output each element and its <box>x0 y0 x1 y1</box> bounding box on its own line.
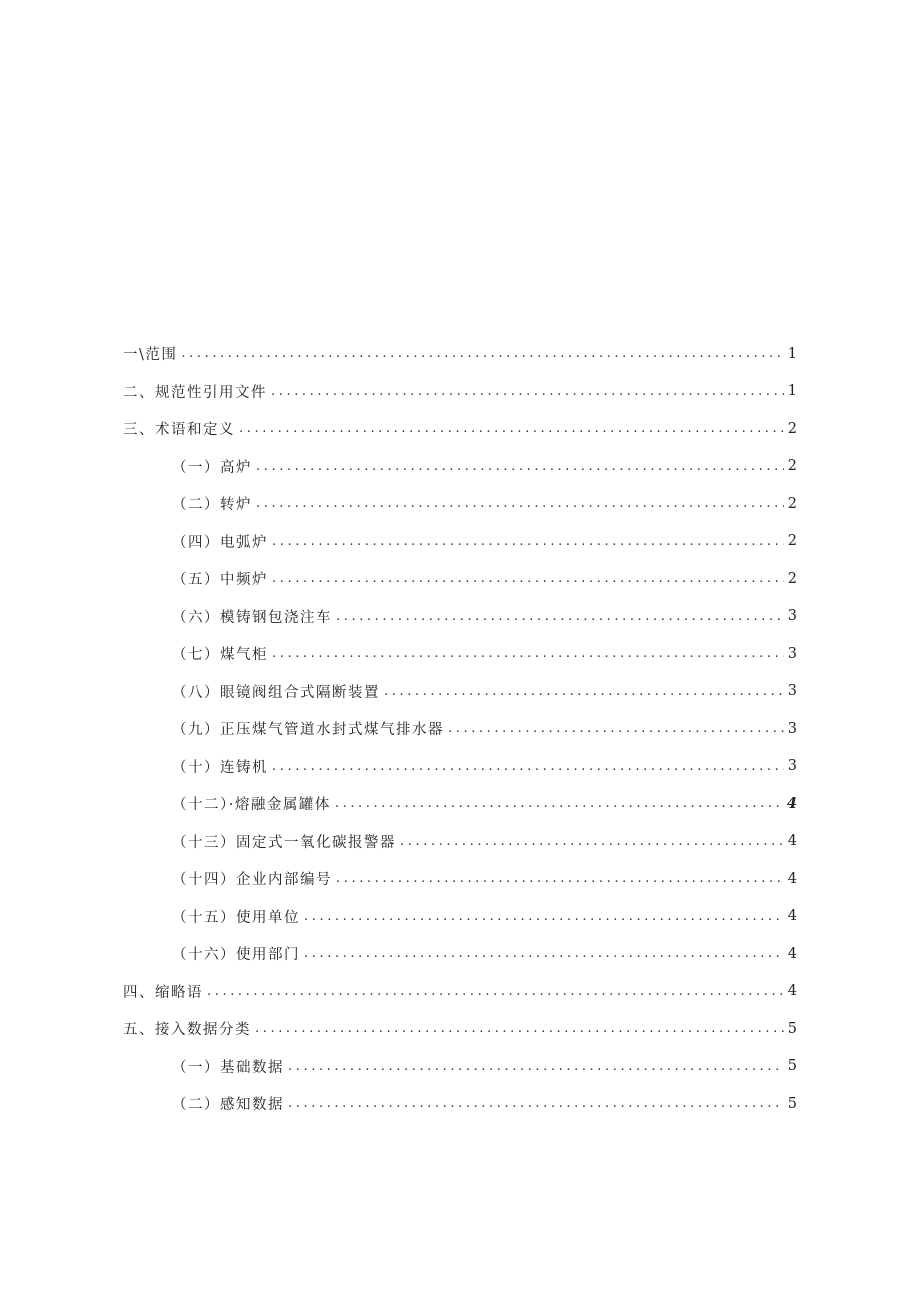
toc-entry-label: 五、接入数据分类 <box>123 1022 251 1039</box>
toc-entry-page: 3 <box>787 758 797 775</box>
toc-entry[interactable] <box>0 823 920 861</box>
toc-entry-label: 四、缩略语 <box>123 984 203 1001</box>
toc-dot-leader <box>271 384 784 399</box>
toc-entry-page: 2 <box>787 570 797 587</box>
toc-dot-leader <box>400 834 784 849</box>
toc-entry-label: （七）煤气柜 <box>172 647 268 664</box>
toc-dot-leader <box>384 684 784 699</box>
toc-entry-label: （二）转炉 <box>172 497 252 514</box>
toc-entry-label: （一）高炉 <box>172 459 252 476</box>
toc-dot-leader <box>288 1059 784 1074</box>
toc-entry-label: （十六）使用部门 <box>172 947 300 964</box>
toc-entry-label: （四）电弧炉 <box>172 534 268 551</box>
toc-dot-leader <box>272 571 784 586</box>
toc-entry-label: （十三）固定式一氧化碳报警器 <box>172 834 396 851</box>
toc-dot-leader <box>304 946 784 961</box>
toc-entry-page: 3 <box>787 720 797 737</box>
toc-entry-label: （十五）使用单位 <box>172 909 300 926</box>
toc-dot-leader <box>272 534 784 549</box>
toc-entry-label: 一\范围 <box>123 347 178 364</box>
toc-entry[interactable] <box>0 1048 920 1086</box>
toc-dot-leader <box>272 759 784 774</box>
toc-entry[interactable] <box>0 973 920 1011</box>
toc-entry-page: 5 <box>787 1058 797 1075</box>
toc-dot-leader <box>239 421 784 436</box>
toc-entry-label: （十）连铸机 <box>172 759 268 776</box>
toc-dot-leader <box>336 609 784 624</box>
toc-entry-page: 3 <box>787 608 797 625</box>
toc-entry-page: 4 <box>787 833 797 850</box>
toc-entry[interactable] <box>0 485 920 523</box>
toc-dot-leader <box>256 459 784 474</box>
toc-dot-leader <box>335 796 783 811</box>
toc-entry[interactable] <box>0 560 920 598</box>
toc-entry-label: （八）眼镜阀组合式隔断装置 <box>172 684 380 701</box>
toc-entry-label: （五）中频炉 <box>172 572 268 589</box>
toc-entry[interactable] <box>0 748 920 786</box>
toc-dot-leader <box>288 1096 784 1111</box>
toc-entry[interactable] <box>0 598 920 636</box>
toc-entry[interactable] <box>0 410 920 448</box>
toc-entry-label: （一）基础数据 <box>172 1059 284 1076</box>
toc-entry-page: 4 <box>787 870 797 887</box>
toc-dot-leader <box>207 984 784 999</box>
toc-dot-leader <box>448 721 784 736</box>
toc-entry[interactable] <box>0 448 920 486</box>
table-of-contents <box>0 335 920 1123</box>
toc-entry-label: （十二）·熔融金属罐体 <box>172 797 331 814</box>
toc-entry[interactable] <box>0 860 920 898</box>
toc-entry[interactable] <box>0 673 920 711</box>
toc-entry[interactable] <box>0 785 920 823</box>
toc-dot-leader <box>256 496 784 511</box>
toc-entry-page: 2 <box>787 495 797 512</box>
toc-dot-leader <box>255 1021 784 1036</box>
toc-entry-page: 1 <box>787 383 797 400</box>
toc-entry-page: 5 <box>787 1095 797 1112</box>
toc-dot-leader <box>272 646 784 661</box>
toc-entry[interactable] <box>0 1085 920 1123</box>
toc-entry-page: 4 <box>787 908 797 925</box>
toc-entry-page: 3 <box>787 645 797 662</box>
toc-entry[interactable] <box>0 635 920 673</box>
toc-dot-leader <box>336 871 784 886</box>
toc-entry[interactable] <box>0 373 920 411</box>
toc-entry-label: 三、术语和定义 <box>123 422 235 439</box>
toc-entry-page: 3 <box>787 683 797 700</box>
toc-entry[interactable] <box>0 935 920 973</box>
toc-entry-label: （十四）企业内部编号 <box>172 872 332 889</box>
toc-entry-page: 2 <box>787 420 797 437</box>
toc-entry-page: 1 <box>787 345 797 362</box>
toc-entry-page: 2 <box>787 458 797 475</box>
toc-entry-page: 4 <box>787 983 797 1000</box>
toc-entry[interactable] <box>0 523 920 561</box>
toc-entry[interactable] <box>0 1010 920 1048</box>
toc-dot-leader <box>181 346 783 361</box>
toc-entry[interactable] <box>0 898 920 936</box>
toc-entry[interactable] <box>0 710 920 748</box>
toc-entry-label: （六）模铸钢包浇注车 <box>172 609 332 626</box>
toc-entry-label: （九）正压煤气管道水封式煤气排水器 <box>172 722 444 739</box>
toc-entry-label: （二）感知数据 <box>172 1097 284 1114</box>
toc-entry-page: 4 <box>787 945 797 962</box>
toc-entry-page: 4 <box>786 795 797 813</box>
toc-dot-leader <box>304 909 784 924</box>
toc-entry-page: 5 <box>787 1020 797 1037</box>
toc-entry-page: 2 <box>787 533 797 550</box>
toc-entry[interactable] <box>0 335 920 373</box>
toc-entry-label: 二、规范性引用文件 <box>123 384 267 401</box>
